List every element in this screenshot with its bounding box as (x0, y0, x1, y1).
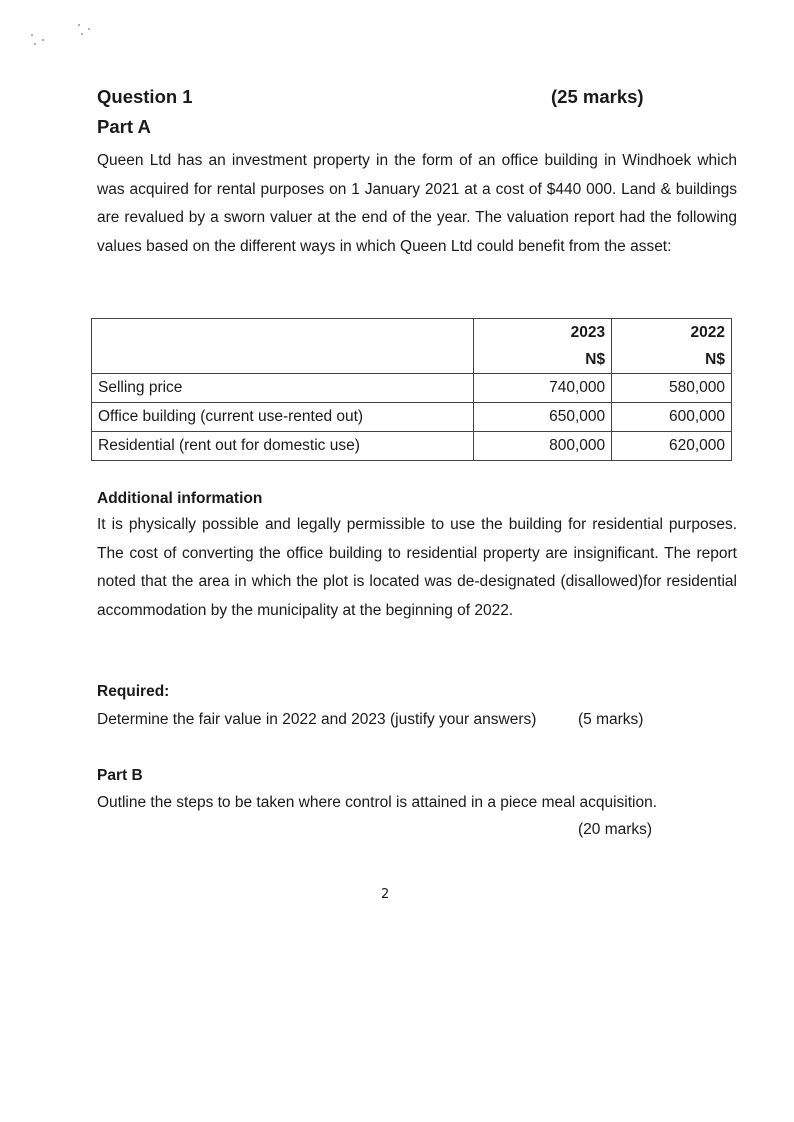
part-a-heading: Part A (97, 116, 151, 137)
row-value-2023: 740,000 (474, 374, 612, 403)
header-currency-2023: N$ (585, 351, 606, 368)
row-value-2023: 650,000 (474, 403, 612, 432)
question-title: Question 1 (97, 86, 193, 107)
header-year-2022: 2022 (690, 324, 725, 341)
row-value-2022: 600,000 (612, 403, 732, 432)
page-number: 2 (381, 887, 390, 902)
required-heading: Required: (97, 683, 170, 700)
table-row (92, 432, 732, 461)
row-label: Office building (current use-rented out) (92, 403, 474, 432)
part-b-text: Outline the steps to be taken where control is attained in a piece meal acquisition. (97, 794, 658, 811)
row-value-2022: 620,000 (612, 432, 732, 461)
scan-speck (81, 33, 83, 35)
row-label: Residential (rent out for domestic use) (92, 432, 474, 461)
header-year-2023: 2023 (570, 324, 606, 341)
header-cell-2023 (474, 319, 612, 374)
scan-speck (34, 43, 36, 45)
scan-speck (42, 39, 44, 41)
header-currency-2022: N$ (705, 351, 725, 368)
table-header-row (92, 319, 732, 374)
row-label: Selling price (92, 374, 474, 403)
additional-info-text: It is physically possible and legally permissible to use the building for residential purposes. The cost of converting the office building to residential property are insignificant. The report noted that the area in which the plot is located was de-designated (disallowed)for residential accommodation by the municipality at the beginning of 2022. (97, 516, 737, 619)
required-marks: (5 marks) (578, 711, 644, 728)
part-a-intro: Queen Ltd has an investment property in the form of an office building in Windhoek which was acquired for rental purposes on 1 January 2021 at a cost of $440 000. Land & buildings are revalued by a sworn valuer at the end of the year. The valuation report had the following values based on the different ways in which Queen Ltd could benefit from the asset: (97, 152, 737, 255)
scan-speck (88, 28, 90, 30)
additional-info-heading: Additional information (97, 490, 263, 507)
header-cell-label (92, 319, 474, 374)
header-cell-2022 (612, 319, 732, 374)
scan-speck (78, 24, 80, 26)
required-text: Determine the fair value in 2022 and 2023 (justify your answers) (97, 711, 537, 728)
part-b-heading: Part B (97, 767, 143, 784)
row-value-2022: 580,000 (612, 374, 732, 403)
scan-speck (31, 34, 33, 36)
table-row (92, 374, 732, 403)
question-marks: (25 marks) (551, 86, 644, 107)
part-b-marks: (20 marks) (578, 821, 653, 838)
table-row (92, 403, 732, 432)
valuation-table (91, 318, 732, 461)
row-value-2023: 800,000 (474, 432, 612, 461)
